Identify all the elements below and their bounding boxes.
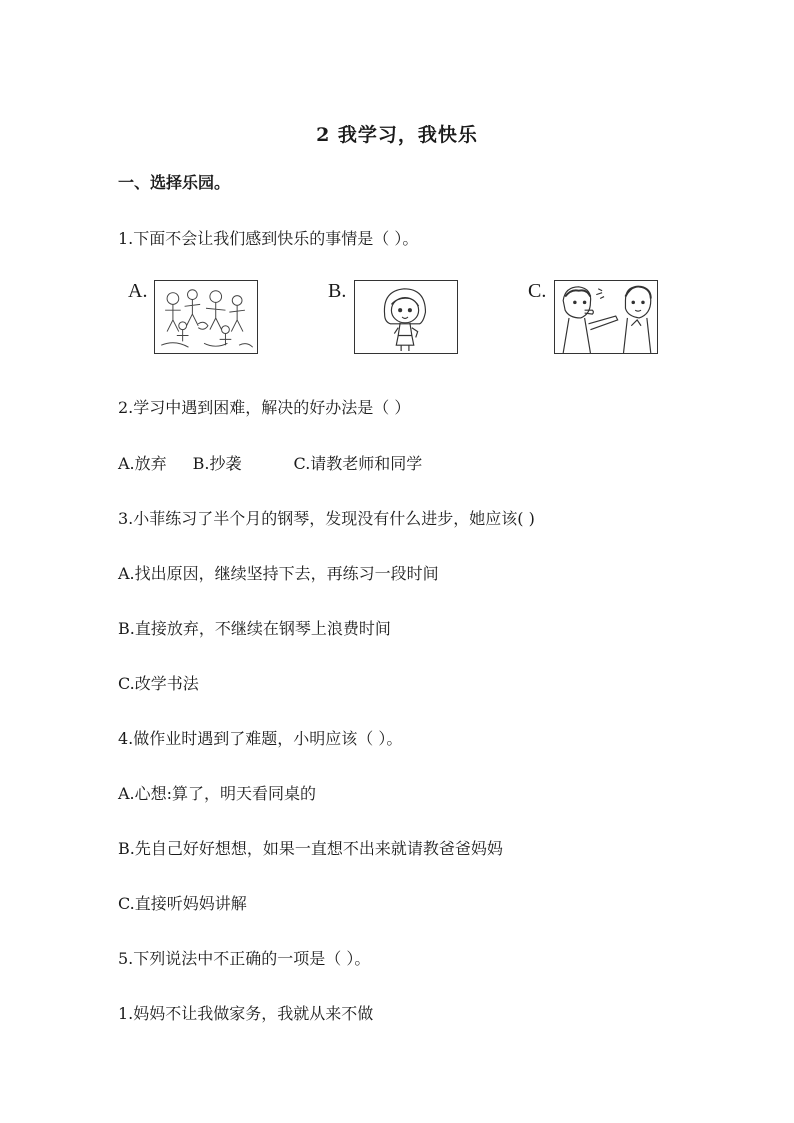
q1-option-a[interactable]	[128, 280, 260, 356]
q1-option-a-letter: A.	[128, 280, 148, 302]
q1-option-b-letter: B.	[328, 280, 347, 302]
q3-option-b[interactable]: B.直接放弃，不继续在钢琴上浪费时间	[118, 619, 391, 638]
question-2: 2.学习中遇到困难，解决的好办法是（ ）	[118, 398, 411, 417]
q3-option-c[interactable]: C.改学书法	[118, 674, 199, 693]
section-heading: 一、选择乐园。	[118, 173, 231, 192]
q3-option-a[interactable]: A.找出原因，继续坚持下去，再练习一段时间	[118, 564, 439, 583]
q1-option-c[interactable]	[528, 280, 662, 356]
girl-picture	[354, 280, 458, 354]
q2-option-a[interactable]: A.放弃	[118, 454, 167, 473]
q2-option-b[interactable]: B.抄袭	[192, 454, 242, 473]
question-1: 1.下面不会让我们感到快乐的事情是（ ）。	[118, 229, 419, 248]
q1-option-b[interactable]	[328, 280, 460, 356]
two-boys-quarrel-picture	[554, 280, 658, 354]
q5-option-1[interactable]: 1.妈妈不让我做家务，我就从来不做	[118, 1004, 374, 1023]
q4-option-c[interactable]: C.直接听妈妈讲解	[118, 894, 247, 913]
q4-option-b[interactable]: B.先自己好好想想，如果一直想不出来就请教爸爸妈妈	[118, 839, 503, 858]
question-3: 3.小菲练习了半个月的钢琴，发现没有什么进步，她应该( )	[118, 509, 535, 528]
q4-option-a[interactable]: A.心想:算了，明天看同桌的	[118, 784, 317, 803]
q2-options	[118, 451, 422, 474]
question-4: 4.做作业时遇到了难题，小明应该（ ）。	[118, 729, 403, 748]
q1-option-c-letter: C.	[528, 280, 547, 302]
children-playing-picture	[154, 280, 258, 354]
question-5: 5.下列说法中不正确的一项是（ ）。	[118, 949, 371, 968]
q2-option-c[interactable]: C.请教老师和同学	[293, 454, 423, 473]
page-title: 2 我学习，我快乐	[316, 124, 478, 146]
